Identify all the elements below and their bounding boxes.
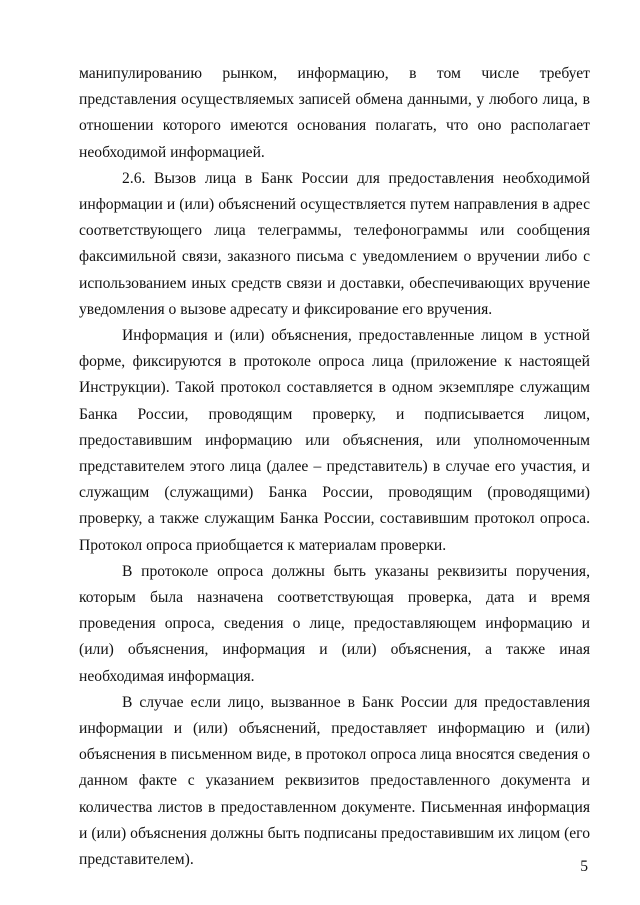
paragraph-written-explanations: В случае если лицо, вызванное в Банк России для предоставления информации и (или) объяснений, предоставляет информацию и (или) объяснения в письменном виде, в протокол опроса лица вносятся сведения о данном факте с указанием реквизитов предоставленного документа и количества листов в предоставленном документе. Письменная информация и (или) объяснения должны быть подписаны предоставившим их лицом (его представителем). [79,693,590,869]
document-body [79,61,590,873]
page-number: 5 [580,858,588,875]
paragraph-continuation: манипулированию рынком, информацию, в том числе требует представления осуществляемых записей обмена данными, у любого лица, в отношении которого имеются основания полагать, что оно располагает необходимой информацией. [79,65,590,161]
paragraph-2-6: 2.6. Вызов лица в Банк России для предоставления необходимой информации и (или) объяснений осуществляется путем направления в адрес соответствующего лица телеграммы, телефонограммы или сообщения факсимильной связи, заказного письма с уведомлением о вручении либо с использованием иных средств связи и доставки, обеспечивающих вручение уведомления о вызове адресату и фиксирование его вручения. [79,169,590,318]
paragraph-protocol-contents: В протоколе опроса должны быть указаны реквизиты поручения, которым была назначена соответствующая проверка, дата и время проведения опроса, сведения о лице, предоставляющем информацию и (или) объяснения, информация и (или) объяснения, а также иная необходимая информация. [79,562,590,685]
paragraph-oral-protocol: Информация и (или) объяснения, предоставленные лицом в устной форме, фиксируются в протоколе опроса лица (приложение к настоящей Инструкции). Такой протокол составляется в одном экземпляре служащим Банка России, проводящим проверку, и подписывается лицом, предоставившим информацию или объяснения, или уполномоченным представителем этого лица (далее – представитель) в случае его участия, и служащим (служащими) Банка России, проводящим (проводящими) проверку, а также служащим Банка России, составившим протокол опроса. Протокол опроса приобщается к материалам проверки. [79,327,590,554]
